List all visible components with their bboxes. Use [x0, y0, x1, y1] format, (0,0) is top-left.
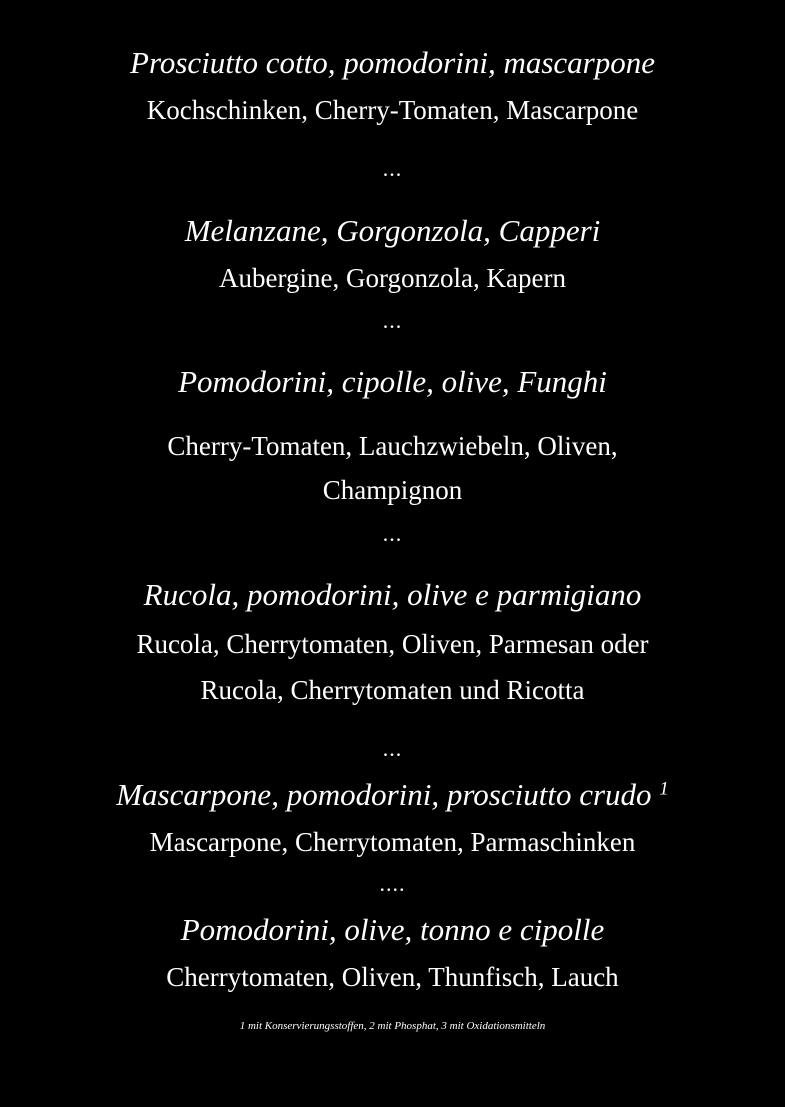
footnote: 1 mit Konservierungsstoffen, 2 mit Phosphat, 3 mit Oxidationsmitteln	[239, 1020, 546, 1032]
dish-4-italian-name: Rucola, pomodorini, olive e parmigiano	[143, 577, 642, 612]
dish-2-german-description: Aubergine, Gorgonzola, Kapern	[219, 263, 566, 293]
footnote-marker: 1	[659, 778, 669, 800]
dish-6-german-description: Cherrytomaten, Oliven, Thunfisch, Lauch	[166, 962, 619, 992]
dish-5-german-description: Mascarpone, Cherrytomaten, Parmaschinken	[149, 827, 636, 857]
dish-separator: ....	[379, 871, 406, 896]
dish-2-italian-name: Melanzane, Gorgonzola, Capperi	[184, 213, 601, 248]
dish-5-italian-name	[0, 779, 785, 810]
dish-4-german-description-line-1: Rucola, Cherrytomaten, Oliven, Parmesan oder	[136, 629, 649, 659]
dish-3-german-description-line-2: Champignon	[322, 475, 463, 505]
dish-3-german-description-line-1: Cherry-Tomaten, Lauchzwiebeln, Oliven,	[167, 431, 618, 461]
dish-separator: ...	[382, 736, 403, 761]
dish-6-italian-name: Pomodorini, olive, tonno e cipolle	[180, 912, 605, 947]
dish-3-italian-name: Pomodorini, cipolle, olive, Funghi	[178, 364, 607, 399]
dish-1-german-description: Kochschinken, Cherry-Tomaten, Mascarpone	[146, 95, 639, 125]
dish-5-italian-text: Mascarpone, pomodorini, prosciutto crudo	[116, 777, 652, 812]
dish-separator: ...	[382, 521, 403, 546]
dish-separator: ...	[382, 156, 403, 181]
dish-separator: ...	[382, 308, 403, 333]
dish-4-german-description-line-2: Rucola, Cherrytomaten und Ricotta	[200, 675, 585, 705]
dish-1-italian-name: Prosciutto cotto, pomodorini, mascarpone	[130, 45, 655, 80]
